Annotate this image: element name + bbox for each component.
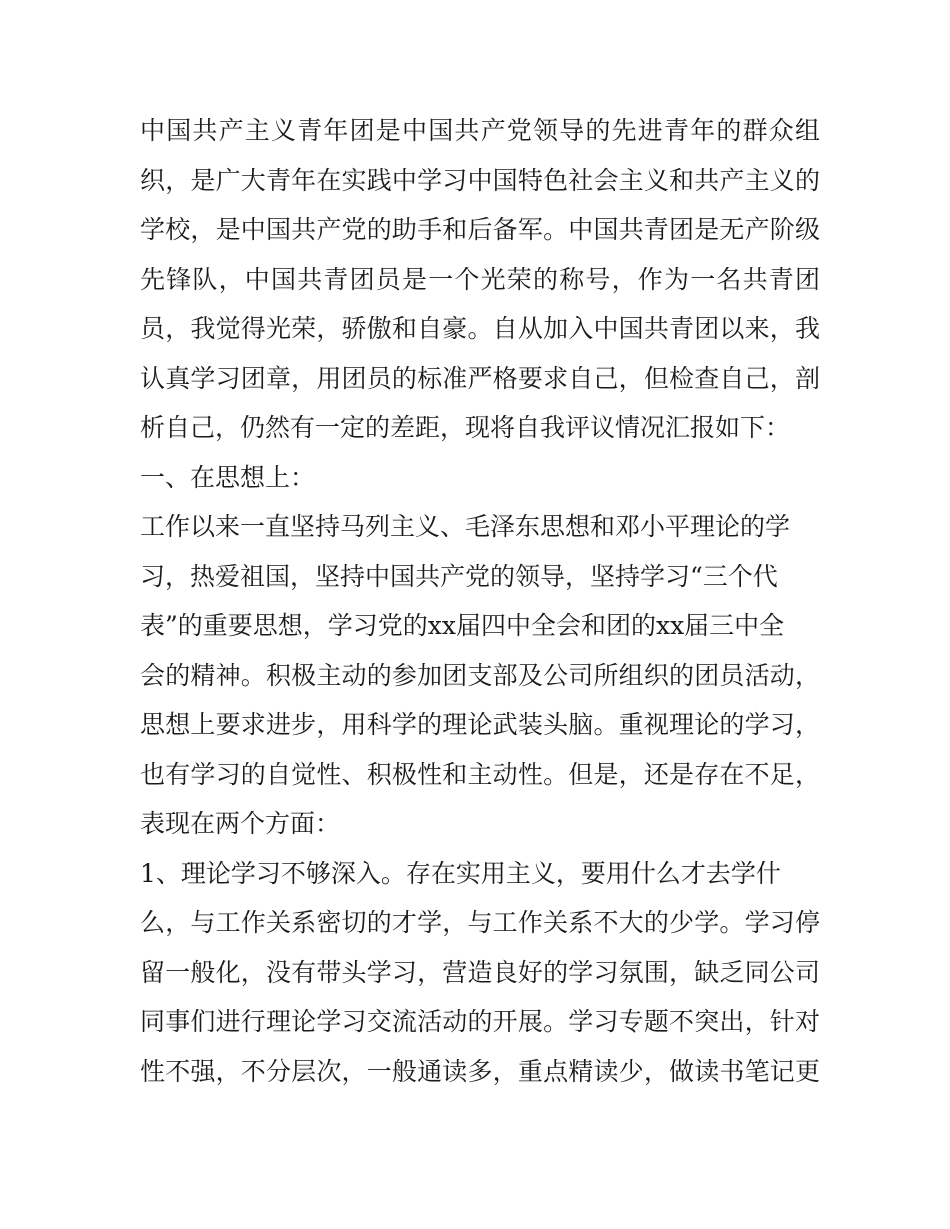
text-line: 先锋队，中国共青团员是一个光荣的称号，作为一名共青团 xyxy=(140,264,820,294)
text-line: 中国共产主义青年团是中国共产党领导的先进青年的群众组 xyxy=(140,116,820,145)
body-text xyxy=(140,106,820,1096)
text-line: 员，我觉得光荣，骄傲和自豪。自从加入中国共青团以来，我 xyxy=(140,314,820,343)
text-line: 会的精神。积极主动的参加团支部及公司所组织的团员活动， xyxy=(140,660,820,690)
text-line: 认真学习团章，用团员的标准严格要求自己，但检查自己，剖 xyxy=(140,363,820,393)
text-line: 1、理论学习不够深入。存在实用主义，要用什么才去学什 xyxy=(140,858,781,888)
text-line: 也有学习的自觉性、积极性和主动性。但是，还是存在不足， xyxy=(140,759,820,789)
text-line: 表现在两个方面： xyxy=(140,809,341,838)
text-line: 学校，是中国共产党的助手和后备军。中国共青团是无产阶级 xyxy=(140,215,820,244)
text-line: 织，是广大青年在实践中学习中国特色社会主义和共产主义的 xyxy=(140,165,820,195)
text-line: 习，热爱祖国，坚持中国共产党的领导，坚持学习“三个代 xyxy=(140,561,778,591)
text-line: 性不强，不分层次，一般通读多，重点精读少，做读书笔记更 xyxy=(140,1056,820,1086)
text-line: 留一般化，没有带头学习，营造良好的学习氛围，缺乏同公司 xyxy=(140,957,820,987)
text-line: 工作以来一直坚持马列主义、毛泽东思想和邓小平理论的学 xyxy=(140,512,791,541)
text-line: 同事们进行理论学习交流活动的开展。学习专题不突出，针对 xyxy=(140,1007,820,1036)
text-line: 析自己，仍然有一定的差距，现将自我评议情况汇报如下： xyxy=(140,413,791,442)
text-line: 么，与工作关系密切的才学，与工作关系不大的少学。学习停 xyxy=(140,908,820,937)
section-heading: 一、在思想上： xyxy=(140,462,316,492)
text-line: 表”的重要思想，学习党的xx届四中全会和团的xx届三中全 xyxy=(140,611,785,640)
text-line: 思想上要求进步，用科学的理论武装头脑。重视理论的学习， xyxy=(140,710,820,739)
